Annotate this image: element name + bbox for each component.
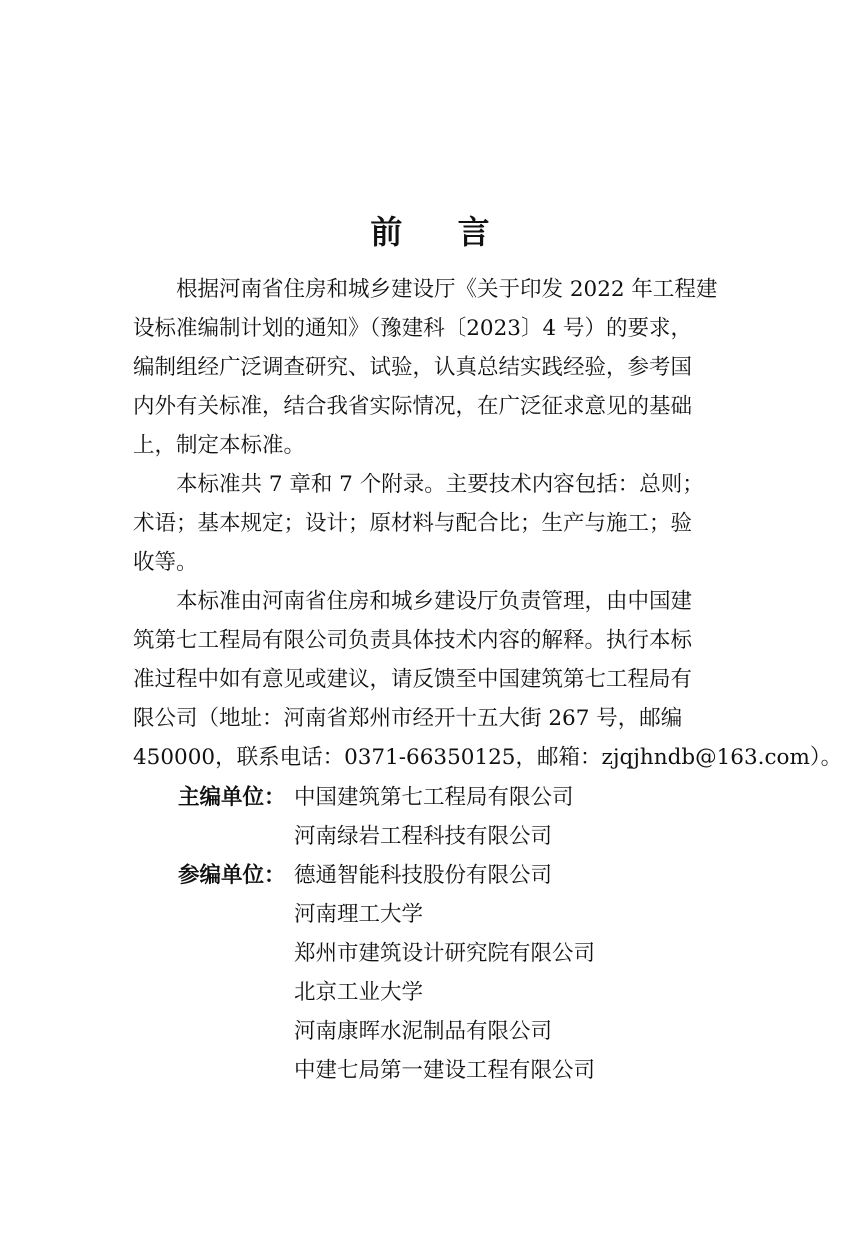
paragraph-line: 限公司（地址：河南省郑州市经开十五大街 267 号，邮编 <box>133 706 683 731</box>
unit-name: 北京工业大学 <box>294 980 424 1005</box>
unit-name: 河南绿岩工程科技有限公司 <box>294 824 553 849</box>
paragraph-line: 上，制定本标准。 <box>133 433 306 458</box>
unit-name: 郑州市建筑设计研究院有限公司 <box>294 941 596 966</box>
unit-name: 中国建筑第七工程局有限公司 <box>294 785 574 810</box>
participating-units-label: 参编单位： <box>178 863 286 888</box>
unit-name: 河南康晖水泥制品有限公司 <box>294 1019 553 1044</box>
participating-unit-row <box>178 934 595 973</box>
paragraph-line: 本标准共 7 章和 7 个附录。主要技术内容包括：总则； <box>176 472 704 497</box>
paragraph-line: 450000，联系电话：0371-66350125，邮箱：zjqjhndb@163.com）。 <box>133 745 843 770</box>
page-title: 前 言 <box>370 213 512 251</box>
paragraph-line: 收等。 <box>133 550 198 575</box>
chief-unit-row <box>178 817 595 856</box>
paragraph-contents <box>133 465 733 582</box>
unit-name: 中建七局第一建设工程有限公司 <box>294 1058 596 1083</box>
participating-unit-row <box>178 1051 595 1090</box>
paragraph-line: 设标准编制计划的通知》（豫建科〔2023〕4 号）的要求， <box>133 316 692 341</box>
participating-unit-row <box>178 973 595 1012</box>
paragraph-line: 内外有关标准，结合我省实际情况，在广泛征求意见的基础 <box>133 394 693 419</box>
paragraph-line: 根据河南省住房和城乡建设厅《关于印发 2022 年工程建 <box>176 277 718 302</box>
chief-unit-row <box>178 778 595 817</box>
paragraph-basis <box>133 270 733 465</box>
chief-units-label: 主编单位： <box>178 785 286 810</box>
paragraph-line: 术语；基本规定；设计；原材料与配合比；生产与施工；验 <box>133 511 693 536</box>
participating-unit-row <box>178 856 595 895</box>
paragraph-line: 编制组经广泛调查研究、试验，认真总结实践经验，参考国 <box>133 355 693 380</box>
paragraph-line: 筑第七工程局有限公司负责具体技术内容的解释。执行本标 <box>133 628 693 653</box>
participating-unit-row <box>178 895 595 934</box>
paragraph-line: 本标准由河南省住房和城乡建设厅负责管理，由中国建 <box>176 589 693 614</box>
participating-unit-row <box>178 1012 595 1051</box>
unit-name: 德通智能科技股份有限公司 <box>294 863 553 888</box>
preface-body <box>133 270 843 777</box>
unit-name: 河南理工大学 <box>294 902 424 927</box>
units-list <box>178 778 595 1090</box>
paragraph-line: 准过程中如有意见或建议，请反馈至中国建筑第七工程局有 <box>133 667 693 692</box>
paragraph-management <box>133 582 843 777</box>
